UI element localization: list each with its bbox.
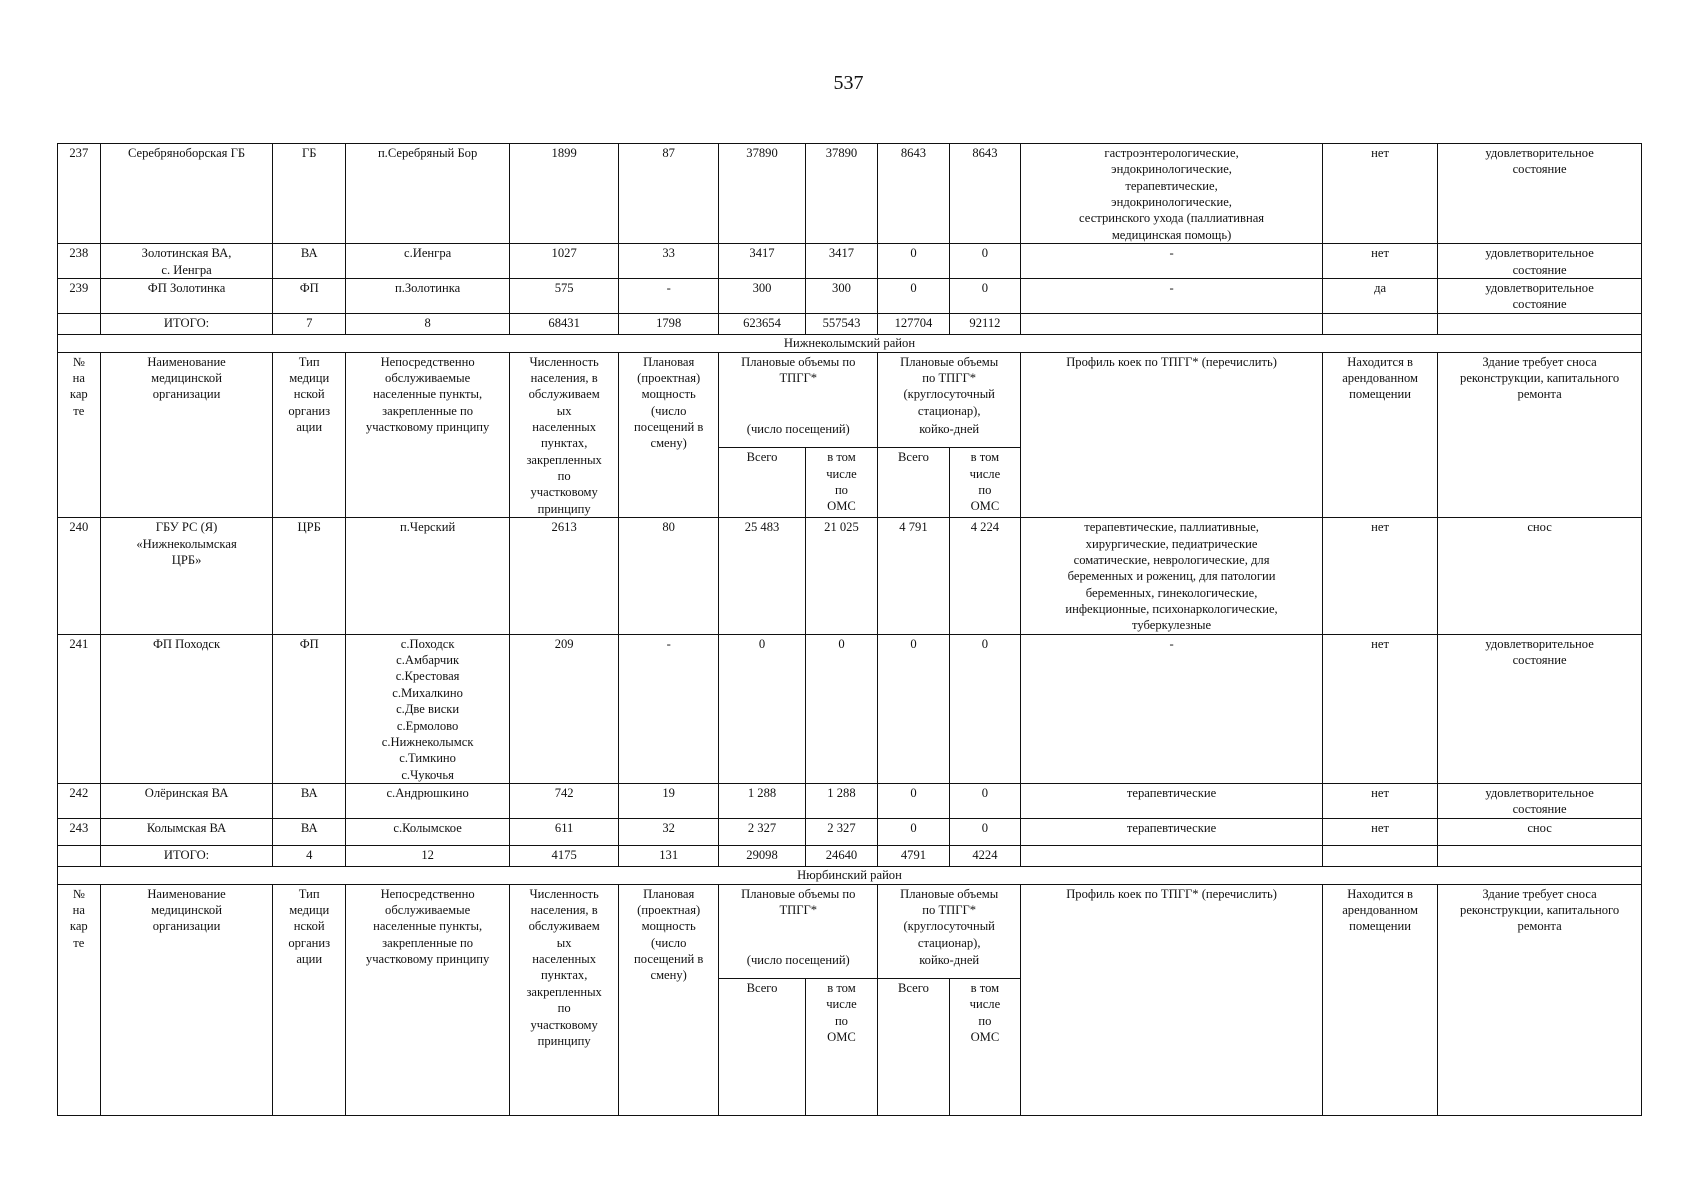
table-row bbox=[58, 244, 1642, 279]
header-beds-title: Плановые объемы по ТПГГ* (круглосуточный стационар), bbox=[878, 352, 1021, 420]
total-type: 4 bbox=[273, 845, 346, 866]
cell-num: 243 bbox=[58, 818, 101, 845]
total-beds-total: 4791 bbox=[878, 845, 949, 866]
total-label: ИТОГО: bbox=[100, 313, 273, 334]
header-capacity: Плановая (проектная) мощность (число посещений в смену) bbox=[619, 884, 719, 1115]
cell-profile: - bbox=[1021, 244, 1323, 279]
header-settlements: Непосредственно обслуживаемые населенные пункты, закрепленные по участковому принципу bbox=[345, 884, 509, 1115]
header-beds-sub: койко-дней bbox=[878, 951, 1021, 979]
cell-condition: удовлетворительное состояние bbox=[1438, 783, 1642, 818]
cell-num: 238 bbox=[58, 244, 101, 279]
table-row bbox=[58, 518, 1642, 635]
cell-capacity: 80 bbox=[619, 518, 719, 635]
header-name: Наименование медицинской организации bbox=[100, 884, 273, 1115]
cell-population: 1027 bbox=[510, 244, 619, 279]
cell-beds-oms: 0 bbox=[949, 818, 1020, 845]
cell-capacity: 19 bbox=[619, 783, 719, 818]
cell-visits-total: 37890 bbox=[719, 144, 805, 244]
total-settlements: 12 bbox=[345, 845, 509, 866]
cell-name: Колымская ВА bbox=[100, 818, 273, 845]
cell-capacity: 33 bbox=[619, 244, 719, 279]
cell-population: 742 bbox=[510, 783, 619, 818]
header-beds-total: Всего bbox=[878, 979, 949, 1116]
cell-type: ВА bbox=[273, 783, 346, 818]
cell-beds-total: 4 791 bbox=[878, 518, 949, 635]
cell-type: ГБ bbox=[273, 144, 346, 244]
header-row bbox=[58, 884, 1642, 951]
header-condition: Здание требует сноса реконструкции, капитального ремонта bbox=[1438, 352, 1642, 518]
header-visits-sub: (число посещений) bbox=[719, 420, 878, 448]
total-beds-oms: 4224 bbox=[949, 845, 1020, 866]
header-condition: Здание требует сноса реконструкции, капитального ремонта bbox=[1438, 884, 1642, 1115]
header-visits-total: Всего bbox=[719, 979, 805, 1116]
table-row bbox=[58, 634, 1642, 783]
cell-capacity: 32 bbox=[619, 818, 719, 845]
cell-name: ГБУ РС (Я) «Нижнеколымская ЦРБ» bbox=[100, 518, 273, 635]
cell-rented: да bbox=[1323, 278, 1438, 313]
cell-beds-total: 0 bbox=[878, 634, 949, 783]
cell-beds-oms: 4 224 bbox=[949, 518, 1020, 635]
cell-profile: терапевтические bbox=[1021, 783, 1323, 818]
total-visits-oms: 24640 bbox=[805, 845, 878, 866]
header-num: № на кар те bbox=[58, 352, 101, 518]
table-row bbox=[58, 783, 1642, 818]
cell-name: ФП Золотинка bbox=[100, 278, 273, 313]
cell-population: 1899 bbox=[510, 144, 619, 244]
cell-name: Олёринская ВА bbox=[100, 783, 273, 818]
total-beds-oms: 92112 bbox=[949, 313, 1020, 334]
cell-condition: снос bbox=[1438, 818, 1642, 845]
cell-rented: нет bbox=[1323, 818, 1438, 845]
total-population: 68431 bbox=[510, 313, 619, 334]
header-rented: Находится в арендованном помещении bbox=[1323, 352, 1438, 518]
cell-type: ЦРБ bbox=[273, 518, 346, 635]
cell-condition: удовлетворительное состояние bbox=[1438, 244, 1642, 279]
cell-settlements: с.Андрюшкино bbox=[345, 783, 509, 818]
cell-settlements: п.Серебряный Бор bbox=[345, 144, 509, 244]
cell-num: 242 bbox=[58, 783, 101, 818]
cell-name: Серебряноборская ГБ bbox=[100, 144, 273, 244]
cell-beds-oms: 0 bbox=[949, 634, 1020, 783]
cell-visits-total: 0 bbox=[719, 634, 805, 783]
table-row bbox=[58, 818, 1642, 845]
header-beds-sub: койко-дней bbox=[878, 420, 1021, 448]
cell-capacity: 87 bbox=[619, 144, 719, 244]
header-type: Тип медици нской организ ации bbox=[273, 884, 346, 1115]
cell-visits-oms: 21 025 bbox=[805, 518, 878, 635]
cell-num: 237 bbox=[58, 144, 101, 244]
cell-rented: нет bbox=[1323, 783, 1438, 818]
header-capacity: Плановая (проектная) мощность (число посещений в смену) bbox=[619, 352, 719, 518]
cell-condition: удовлетворительное состояние bbox=[1438, 144, 1642, 244]
cell-profile: - bbox=[1021, 634, 1323, 783]
header-num: № на кар те bbox=[58, 884, 101, 1115]
cell-condition: удовлетворительное состояние bbox=[1438, 634, 1642, 783]
cell-settlements: п.Золотинка bbox=[345, 278, 509, 313]
header-settlements: Непосредственно обслуживаемые населенные пункты, закрепленные по участковому принципу bbox=[345, 352, 509, 518]
cell-visits-oms: 3417 bbox=[805, 244, 878, 279]
header-visits-title: Плановые объемы по ТПГГ* bbox=[719, 884, 878, 951]
page-number: 537 bbox=[833, 72, 864, 94]
cell-visits-oms: 300 bbox=[805, 278, 878, 313]
cell-visits-total: 300 bbox=[719, 278, 805, 313]
cell-settlements: с.Колымское bbox=[345, 818, 509, 845]
cell-condition: удовлетворительное состояние bbox=[1438, 278, 1642, 313]
cell-type: ФП bbox=[273, 278, 346, 313]
cell-visits-oms: 1 288 bbox=[805, 783, 878, 818]
header-beds-oms: в том числе по ОМС bbox=[949, 979, 1020, 1116]
cell-visits-total: 3417 bbox=[719, 244, 805, 279]
cell-beds-total: 0 bbox=[878, 278, 949, 313]
cell-beds-oms: 0 bbox=[949, 278, 1020, 313]
cell-visits-oms: 37890 bbox=[805, 144, 878, 244]
cell-rented: нет bbox=[1323, 518, 1438, 635]
total-row bbox=[58, 313, 1642, 334]
cell-settlements: п.Черский bbox=[345, 518, 509, 635]
cell-condition: снос bbox=[1438, 518, 1642, 635]
cell-profile: терапевтические bbox=[1021, 818, 1323, 845]
cell-visits-total: 2 327 bbox=[719, 818, 805, 845]
cell-visits-total: 25 483 bbox=[719, 518, 805, 635]
cell-beds-oms: 8643 bbox=[949, 144, 1020, 244]
cell-name: Золотинская ВА, с. Иенгра bbox=[100, 244, 273, 279]
total-visits-oms: 557543 bbox=[805, 313, 878, 334]
header-population: Численность населения, в обслуживаем ых населенных пунктах, закрепленных по участковому принципу bbox=[510, 884, 619, 1115]
cell-rented: нет bbox=[1323, 144, 1438, 244]
cell-population: 611 bbox=[510, 818, 619, 845]
table-row bbox=[58, 144, 1642, 244]
header-beds-total: Всего bbox=[878, 448, 949, 518]
cell-beds-oms: 0 bbox=[949, 783, 1020, 818]
cell-rented: нет bbox=[1323, 634, 1438, 783]
cell-num: 240 bbox=[58, 518, 101, 635]
cell-settlements: с.Иенгра bbox=[345, 244, 509, 279]
cell-visits-oms: 2 327 bbox=[805, 818, 878, 845]
header-beds-title: Плановые объемы по ТПГГ* (круглосуточный стационар), bbox=[878, 884, 1021, 951]
header-name: Наименование медицинской организации bbox=[100, 352, 273, 518]
cell-name: ФП Походск bbox=[100, 634, 273, 783]
cell-population: 209 bbox=[510, 634, 619, 783]
cell-type: ВА bbox=[273, 244, 346, 279]
header-visits-title: Плановые объемы по ТПГГ* bbox=[719, 352, 878, 420]
total-visits-total: 623654 bbox=[719, 313, 805, 334]
cell-beds-total: 0 bbox=[878, 244, 949, 279]
cell-beds-total: 8643 bbox=[878, 144, 949, 244]
district-title: Нюрбинский район bbox=[58, 866, 1642, 884]
header-population: Численность населения, в обслуживаем ых населенных пунктах, закрепленных по участковому принципу bbox=[510, 352, 619, 518]
total-capacity: 131 bbox=[619, 845, 719, 866]
total-population: 4175 bbox=[510, 845, 619, 866]
cell-beds-oms: 0 bbox=[949, 244, 1020, 279]
total-settlements: 8 bbox=[345, 313, 509, 334]
header-row bbox=[58, 352, 1642, 420]
district-title: Нижнеколымский район bbox=[58, 334, 1642, 352]
header-visits-total: Всего bbox=[719, 448, 805, 518]
cell-profile: - bbox=[1021, 278, 1323, 313]
header-rented: Находится в арендованном помещении bbox=[1323, 884, 1438, 1115]
cell-type: ВА bbox=[273, 818, 346, 845]
table-row bbox=[58, 278, 1642, 313]
cell-visits-oms: 0 bbox=[805, 634, 878, 783]
cell-population: 2613 bbox=[510, 518, 619, 635]
header-visits-oms: в том числе по ОМС bbox=[805, 979, 878, 1116]
cell-visits-total: 1 288 bbox=[719, 783, 805, 818]
cell-beds-total: 0 bbox=[878, 818, 949, 845]
cell-beds-total: 0 bbox=[878, 783, 949, 818]
cell-profile: гастроэнтерологические, эндокринологические, терапевтические, эндокринологические, сестринского ухода (паллиативная медицинская помощь) bbox=[1021, 144, 1323, 244]
cell-rented: нет bbox=[1323, 244, 1438, 279]
header-beds-oms: в том числе по ОМС bbox=[949, 448, 1020, 518]
total-visits-total: 29098 bbox=[719, 845, 805, 866]
district-row bbox=[58, 866, 1642, 884]
cell-settlements: с.Походск с.Амбарчик с.Крестовая с.Михалкино с.Две виски с.Ермолово с.Нижнеколымск с.Тимкино с.Чукочья bbox=[345, 634, 509, 783]
total-beds-total: 127704 bbox=[878, 313, 949, 334]
total-label: ИТОГО: bbox=[100, 845, 273, 866]
header-visits-oms: в том числе по ОМС bbox=[805, 448, 878, 518]
cell-population: 575 bbox=[510, 278, 619, 313]
total-type: 7 bbox=[273, 313, 346, 334]
total-row bbox=[58, 845, 1642, 866]
cell-num: 239 bbox=[58, 278, 101, 313]
header-visits-sub: (число посещений) bbox=[719, 951, 878, 979]
facilities-table bbox=[57, 143, 1642, 1116]
header-profile: Профиль коек по ТПГГ* (перечислить) bbox=[1021, 884, 1323, 1115]
cell-num: 241 bbox=[58, 634, 101, 783]
header-profile: Профиль коек по ТПГГ* (перечислить) bbox=[1021, 352, 1323, 518]
district-row bbox=[58, 334, 1642, 352]
cell-profile: терапевтические, паллиативные, хирургические, педиатрические соматические, неврологические, для беременных и рожениц, для патологии беременных, гинекологические, инфекционные, психонаркологические, туберкулезные bbox=[1021, 518, 1323, 635]
header-type: Тип медици нской организ ации bbox=[273, 352, 346, 518]
cell-type: ФП bbox=[273, 634, 346, 783]
cell-capacity: - bbox=[619, 634, 719, 783]
cell-capacity: - bbox=[619, 278, 719, 313]
total-capacity: 1798 bbox=[619, 313, 719, 334]
